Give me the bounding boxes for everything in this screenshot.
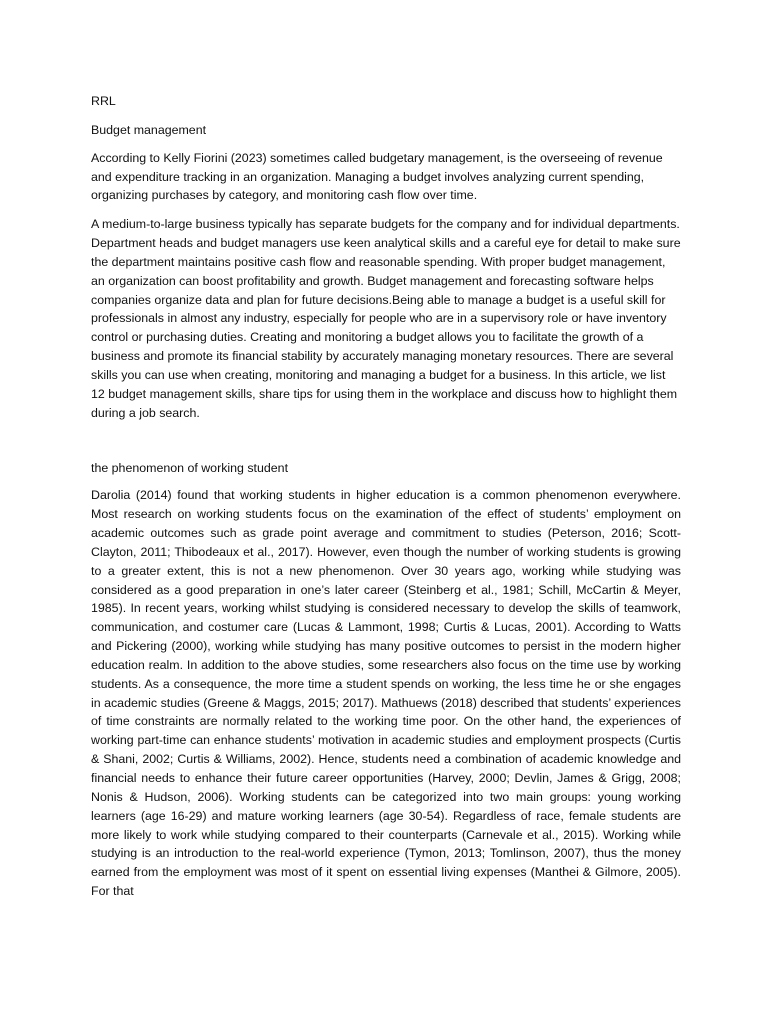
section-heading-rrl: RRL [91,94,116,108]
heading-budget-management: Budget management [91,122,207,137]
document-body [91,92,681,901]
heading-working-student: the phenomenon of working student [91,460,289,475]
paragraph-budget-details: A medium-to-large business typically has separate budgets for the company and for individual departments. Department heads and budget managers use keen analytical skills and a careful eye for detail to make sure the department maintains positive cash flow and reasonable spending. With proper budget management, an organization can boost profitability and growth. Budget management and forecasting software helps companies organize data and plan for future decisions.Being able to manage a budget is a useful skill for professionals in almost any industry, especially for people who are in a supervisory role or have inventory control or purchasing duties. Creating and monitoring a budget allows you to facilitate the growth of a business and promote its financial stability by accurately managing monetary resources. There are several skills you can use when creating, monitoring and managing a budget for a business. In this article, we list 12 budget management skills, share tips for using them in the workplace and discuss how to highlight them during a job search. [91,217,681,420]
paragraph-working-student: Darolia (2014) found that working students in higher education is a common phenomenon everywhere. Most research on working students focus on the examination of the effect of students’ employment on academic outcomes such as grade point average and commitment to studies (Peterson, 2016; Scott-Clayton, 2011; Thibodeaux et al., 2017). However, even though the number of working students is growing to a greater extent, this is not a new phenomenon. Over 30 years ago, working while studying was considered as a good preparation in one’s later career (Steinberg et al., 1981; Schill, McCartin & Meyer, 1985). In recent years, working whilst studying is considered necessary to develop the skills of teamwork, communication, and costumer care (Lucas & Lammont, 1998; Curtis & Lucas, 2001). According to Watts and Pickering (2000), working while studying has many positive outcomes to persist in the modern higher education realm. In addition to the above studies, some researchers also focus on the time use by working students. As a consequence, the more time a student spends on working, the less time he or she engages in academic studies (Greene & Maggs, 2015; 2017). Mathuews (2018) described that students’ experiences of time constraints are normally related to the working time poor. On the other hand, the experiences of working part-time can enhance students’ motivation in academic studies and employment prospects (Curtis & Shani, 2002; Curtis & Williams, 2002). Hence, students need a combination of academic knowledge and financial needs to enhance their future career opportunities (Harvey, 2000; Devlin, James & Grigg, 2008; Nonis & Hudson, 2006). Working students can be categorized into two main groups: young working learners (age 16-29) and mature working learners (age 30-54). Regardless of race, female students are more likely to work while studying compared to their counterparts (Carnevale et al., 2015). Working while studying is an introduction to the real-world experience (Tymon, 2013; Tomlinson, 2007), thus the money earned from the employment was most of it spent on essential living expenses (Manthei & Gilmore, 2005). For that [91,488,681,899]
paragraph-budget-definition: According to Kelly Fiorini (2023) sometimes called budgetary management, is the overseeing of revenue and expenditure tracking in an organization. Managing a budget involves analyzing current spending, organizing purchases by category, and monitoring cash flow over time. [91,150,663,203]
